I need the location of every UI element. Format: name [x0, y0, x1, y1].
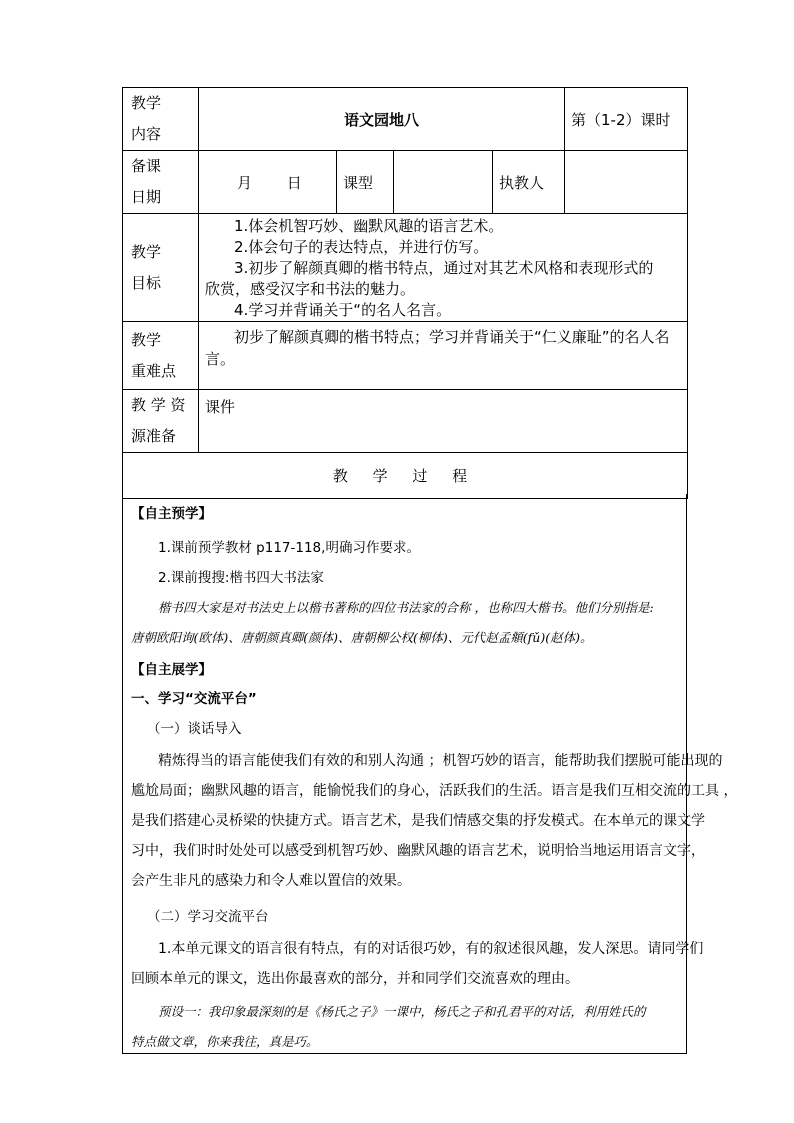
goals-label: 教学 目标: [123, 214, 199, 322]
paragraph-line: 精炼得当的语言能使我们有效的和别人沟通 ；机智巧妙的语言，能帮助我们摆脱可能出现的: [158, 753, 723, 769]
section-heading: 【自主展学】: [131, 662, 212, 678]
question-line: 1.本单元课文的语言很有特点，有的对话很巧妙，有的叙述很风趣，发人深思。请同学们: [158, 941, 704, 957]
paragraph-line: 习中，我们时时处处可以感受到机智巧妙、幽默风趣的语言艺术，说明恰当地运用语言文字，: [131, 843, 705, 859]
process-heading: 教 学 过 程: [123, 453, 688, 499]
key-points-label: 教学 重难点: [123, 322, 199, 390]
goal-item: 4.学习并背诵关于“的名人名言。: [234, 301, 452, 319]
teaching-goals: [199, 214, 688, 322]
goal-item: 2.体会句子的表达特点，并进行仿写。: [234, 238, 489, 256]
pre-study-item: 2.课前搜搜:楷书四大书法家: [158, 570, 324, 586]
key-points: 初步了解颜真卿的楷书特点；学习并背诵关于“仁义廉耻”的名人名言。: [199, 322, 688, 390]
lesson-type-label: 课型: [337, 151, 394, 214]
content-label: 教学 内容: [123, 88, 199, 151]
goal-item: 3.初步了解颜真卿的楷书特点，通过对其艺术风格和表现形式的: [234, 259, 654, 277]
resources-value: 课件: [199, 390, 688, 453]
teacher-value: [565, 151, 688, 214]
step-heading: （二）学习交流平台: [147, 909, 269, 925]
question-line: 回顾本单元的课文，选出你最喜欢的部分，并和同学们交流喜欢的理由。: [131, 971, 579, 987]
step-heading: （一）谈话导入: [147, 721, 242, 737]
lesson-title: 语文园地八: [199, 88, 565, 151]
class-period: 第（1-2）课时: [565, 88, 688, 151]
answer-line: 特点做文章，你来我往，真是巧。: [131, 1034, 319, 1049]
paragraph-line: 尴尬局面；幽默风趣的语言，能愉悦我们的身心，活跃我们的生活。语言是我们互相交流的工具 ，: [131, 783, 738, 799]
section-heading: 【自主预学】: [131, 506, 212, 522]
paragraph-line: 会产生非凡的感染力和令人难以置信的效果。: [131, 873, 411, 889]
teacher-label: 执教人: [493, 151, 565, 214]
pre-study-item: 1.课前预学教材 p117-118,明确习作要求。: [158, 540, 420, 556]
lesson-header-table: [122, 87, 688, 499]
note-text: 楷书四大家是对书法史上以楷书著称的四位书法家的合称 ，也称四大楷书。他们分别指是:: [158, 600, 654, 615]
resources-label: 教 学 资 源准备: [123, 390, 199, 453]
note-text: 唐朝欧阳询(欧体)、唐朝颜真卿(颜体)、唐朝柳公权(柳体)、元代赵孟頫(fǔ)(赵体)。: [131, 630, 593, 645]
prep-date-value: 月 日: [199, 151, 337, 214]
subsection-heading: 一、学习“交流平台”: [131, 691, 257, 707]
answer-line: 预设一：我印象最深刻的是《杨氏之子》一课中，杨氏之子和孔君平的对话，利用姓氏的: [158, 1004, 646, 1019]
goal-item: 欣赏，感受汉字和书法的魅力。: [205, 280, 416, 298]
prep-date-label: 备课 日期: [123, 151, 199, 214]
lesson-type-value: [394, 151, 493, 214]
paragraph-line: 是我们搭建心灵桥梁的快捷方式。语言艺术，是我们情感交集的抒发模式。在本单元的课文学: [131, 813, 705, 829]
goal-item: 1.体会机智巧妙、幽默风趣的语言艺术。: [234, 217, 504, 235]
